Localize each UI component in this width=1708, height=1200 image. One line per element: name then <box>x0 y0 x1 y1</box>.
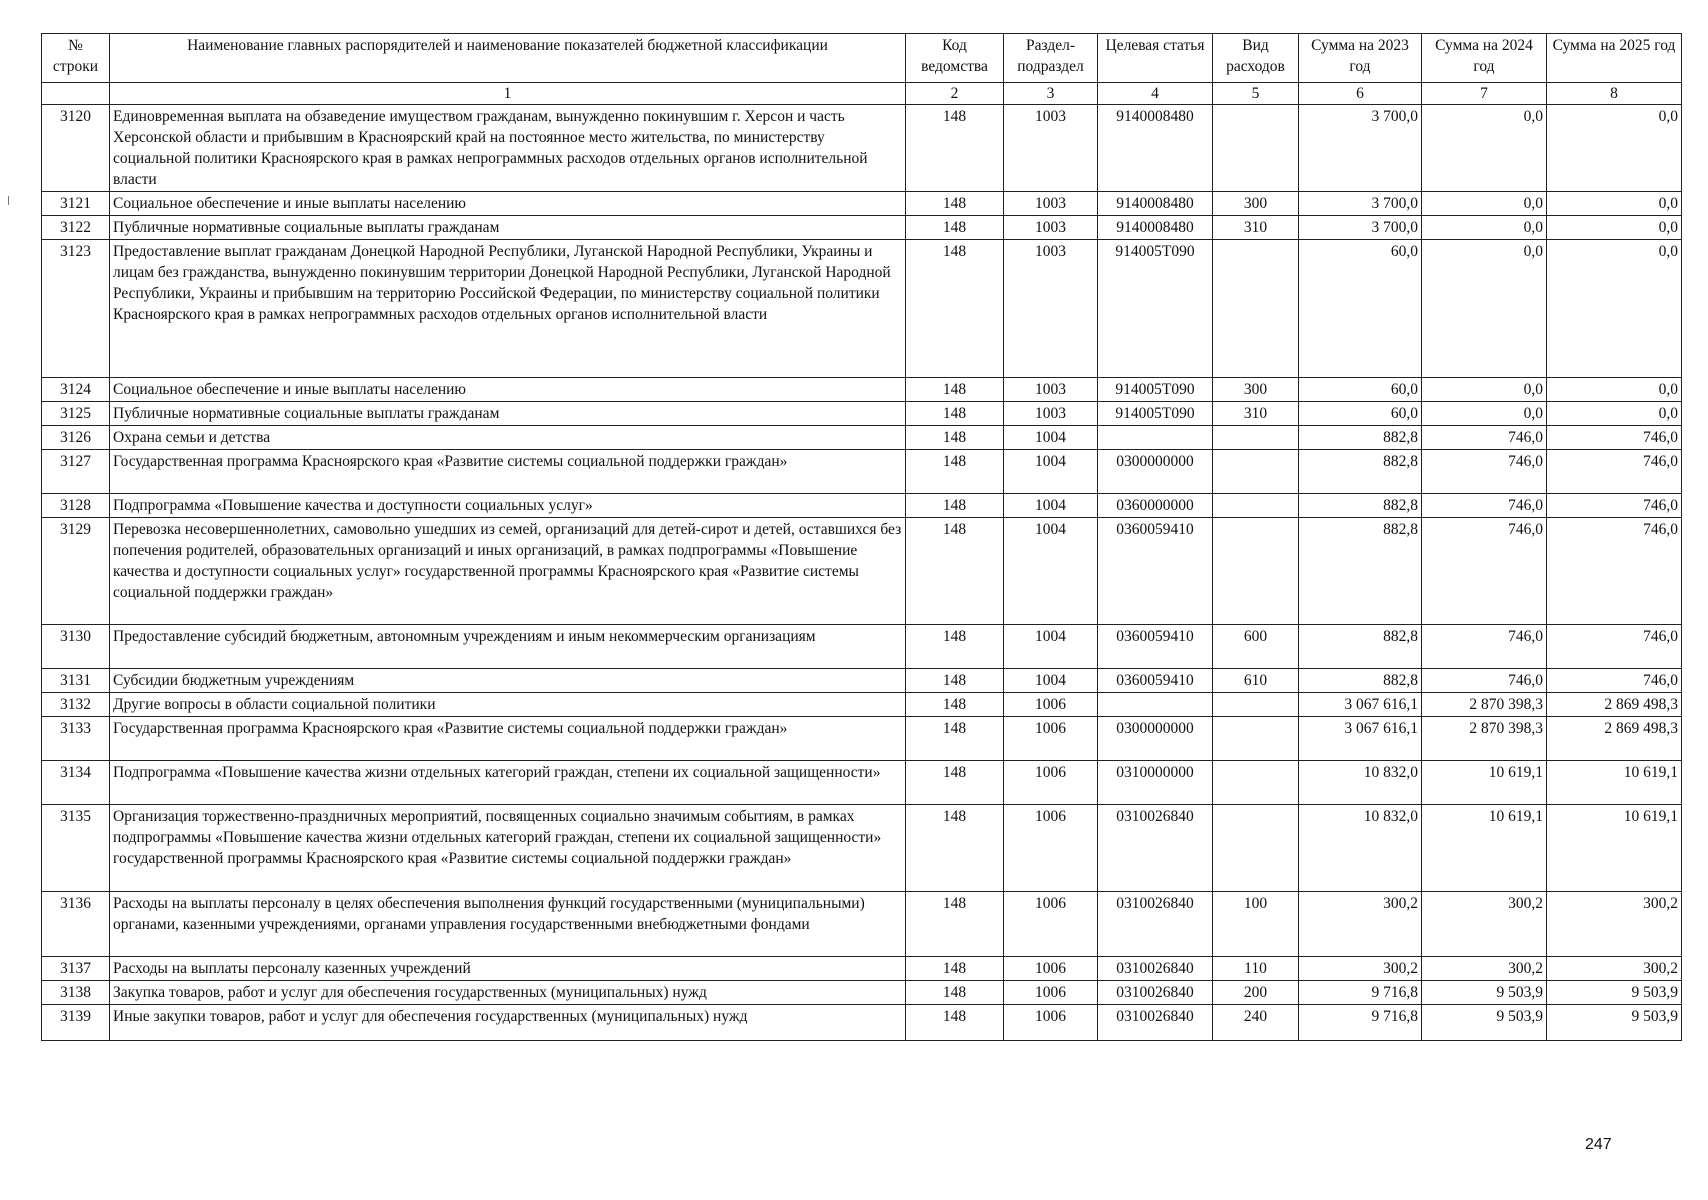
expense-type: 300 <box>1213 192 1299 216</box>
header-target: Целевая статья <box>1098 34 1213 83</box>
header-row-no: № строки <box>42 34 110 83</box>
expense-type <box>1213 426 1299 450</box>
row-number: 3126 <box>42 426 110 450</box>
amount-2024: 300,2 <box>1422 892 1547 957</box>
expense-type: 240 <box>1213 1005 1299 1041</box>
row-number: 3137 <box>42 957 110 981</box>
amount-2025: 10 619,1 <box>1547 761 1682 805</box>
dept-code: 148 <box>906 240 1004 378</box>
row-name: Публичные нормативные социальные выплаты гражданам <box>110 216 906 240</box>
dept-code: 148 <box>906 494 1004 518</box>
amount-2023: 9 716,8 <box>1299 981 1422 1005</box>
column-number: 7 <box>1422 83 1547 105</box>
amount-2024: 0,0 <box>1422 378 1547 402</box>
section-code: 1003 <box>1004 378 1098 402</box>
header-exp-type: Вид расходов <box>1213 34 1299 83</box>
amount-2023: 3 700,0 <box>1299 192 1422 216</box>
dept-code: 148 <box>906 892 1004 957</box>
margin-mark <box>8 196 9 205</box>
expense-type <box>1213 450 1299 494</box>
expense-type <box>1213 240 1299 378</box>
expense-type <box>1213 494 1299 518</box>
amount-2025: 746,0 <box>1547 518 1682 625</box>
target-code <box>1098 693 1213 717</box>
row-name: Охрана семьи и детства <box>110 426 906 450</box>
section-code: 1006 <box>1004 892 1098 957</box>
table-row <box>42 761 1682 805</box>
section-code: 1006 <box>1004 957 1098 981</box>
header-sum-2023: Сумма на 2023 год <box>1299 34 1422 83</box>
row-name: Подпрограмма «Повышение качества жизни отдельных категорий граждан, степени их социальной защищенности» <box>110 761 906 805</box>
section-code: 1004 <box>1004 450 1098 494</box>
expense-type: 300 <box>1213 378 1299 402</box>
dept-code: 148 <box>906 761 1004 805</box>
table-row <box>42 402 1682 426</box>
table-row <box>42 1005 1682 1041</box>
table-row <box>42 625 1682 669</box>
amount-2023: 3 700,0 <box>1299 216 1422 240</box>
amount-2024: 300,2 <box>1422 957 1547 981</box>
target-code: 0360059410 <box>1098 669 1213 693</box>
amount-2025: 0,0 <box>1547 378 1682 402</box>
amount-2023: 9 716,8 <box>1299 1005 1422 1041</box>
amount-2025: 746,0 <box>1547 494 1682 518</box>
table-row <box>42 518 1682 625</box>
target-code: 0310026840 <box>1098 805 1213 892</box>
section-code: 1003 <box>1004 402 1098 426</box>
amount-2023: 882,8 <box>1299 494 1422 518</box>
amount-2025: 2 869 498,3 <box>1547 717 1682 761</box>
row-number: 3123 <box>42 240 110 378</box>
dept-code: 148 <box>906 192 1004 216</box>
expense-type <box>1213 717 1299 761</box>
row-number: 3120 <box>42 105 110 192</box>
column-number: 6 <box>1299 83 1422 105</box>
amount-2023: 60,0 <box>1299 240 1422 378</box>
row-name: Перевозка несовершеннолетних, самовольно ушедших из семей, организаций для детей-сирот и детей, оставшихся без попечения родителей, образовательных организаций и иных организаций, в рамках подпрограммы «Повышение качества и доступности социальных услуг» государственной программы Красноярского края «Развитие системы социальной поддержки граждан» <box>110 518 906 625</box>
amount-2025: 300,2 <box>1547 892 1682 957</box>
dept-code: 148 <box>906 669 1004 693</box>
column-number: 4 <box>1098 83 1213 105</box>
dept-code: 148 <box>906 450 1004 494</box>
table-row <box>42 981 1682 1005</box>
row-number: 3124 <box>42 378 110 402</box>
section-code: 1006 <box>1004 761 1098 805</box>
row-name: Расходы на выплаты персоналу казенных учреждений <box>110 957 906 981</box>
amount-2025: 300,2 <box>1547 957 1682 981</box>
section-code: 1003 <box>1004 216 1098 240</box>
target-code: 0310026840 <box>1098 892 1213 957</box>
table-row <box>42 892 1682 957</box>
amount-2025: 0,0 <box>1547 240 1682 378</box>
row-number: 3121 <box>42 192 110 216</box>
table-row <box>42 717 1682 761</box>
amount-2025: 9 503,9 <box>1547 981 1682 1005</box>
header-sum-2024: Сумма на 2024 год <box>1422 34 1547 83</box>
section-code: 1003 <box>1004 240 1098 378</box>
header-section: Раздел-подраздел <box>1004 34 1098 83</box>
header-row <box>42 34 1682 83</box>
section-code: 1006 <box>1004 717 1098 761</box>
column-numbers-row <box>42 83 1682 105</box>
row-name: Иные закупки товаров, работ и услуг для обеспечения государственных (муниципальных) нужд <box>110 1005 906 1041</box>
amount-2024: 746,0 <box>1422 669 1547 693</box>
amount-2023: 3 067 616,1 <box>1299 717 1422 761</box>
column-number: 2 <box>906 83 1004 105</box>
section-code: 1006 <box>1004 805 1098 892</box>
amount-2024: 746,0 <box>1422 450 1547 494</box>
amount-2023: 10 832,0 <box>1299 805 1422 892</box>
target-code: 0300000000 <box>1098 717 1213 761</box>
table-row <box>42 426 1682 450</box>
header-dept-code: Код ведомства <box>906 34 1004 83</box>
table-row <box>42 240 1682 378</box>
row-name: Единовременная выплата на обзаведение имуществом гражданам, вынужденно покинувшим г. Херсон и часть Херсонской области и прибывшим в Красноярский край на постоянное место жительства, по министерству социальной политики Красноярского края в рамках непрограммных расходов отдельных органов исполнительной власти <box>110 105 906 192</box>
amount-2023: 882,8 <box>1299 669 1422 693</box>
row-number: 3129 <box>42 518 110 625</box>
expense-type <box>1213 105 1299 192</box>
row-number: 3125 <box>42 402 110 426</box>
table-row <box>42 805 1682 892</box>
table-row <box>42 192 1682 216</box>
amount-2024: 2 870 398,3 <box>1422 693 1547 717</box>
amount-2023: 60,0 <box>1299 402 1422 426</box>
row-name: Социальное обеспечение и иные выплаты населению <box>110 378 906 402</box>
column-number: 1 <box>110 83 906 105</box>
amount-2023: 882,8 <box>1299 625 1422 669</box>
expense-type <box>1213 805 1299 892</box>
dept-code: 148 <box>906 518 1004 625</box>
row-name: Предоставление субсидий бюджетным, автономным учреждениям и иным некоммерческим организациям <box>110 625 906 669</box>
amount-2023: 60,0 <box>1299 378 1422 402</box>
amount-2024: 2 870 398,3 <box>1422 717 1547 761</box>
amount-2023: 10 832,0 <box>1299 761 1422 805</box>
amount-2025: 746,0 <box>1547 669 1682 693</box>
amount-2023: 882,8 <box>1299 518 1422 625</box>
amount-2025: 10 619,1 <box>1547 805 1682 892</box>
expense-type <box>1213 518 1299 625</box>
expense-type <box>1213 761 1299 805</box>
table-row <box>42 494 1682 518</box>
table-row <box>42 450 1682 494</box>
target-code: 9140008480 <box>1098 105 1213 192</box>
amount-2024: 0,0 <box>1422 192 1547 216</box>
section-code: 1006 <box>1004 981 1098 1005</box>
expense-type: 610 <box>1213 669 1299 693</box>
section-code: 1004 <box>1004 494 1098 518</box>
target-code: 9140008480 <box>1098 192 1213 216</box>
amount-2024: 746,0 <box>1422 426 1547 450</box>
section-code: 1004 <box>1004 625 1098 669</box>
dept-code: 148 <box>906 216 1004 240</box>
row-name: Расходы на выплаты персоналу в целях обеспечения выполнения функций государственными (муниципальными) органами, казенными учреждениями, органами управления государственными внебюджетными фондами <box>110 892 906 957</box>
page-number: 247 <box>1585 1136 1612 1153</box>
row-number: 3134 <box>42 761 110 805</box>
target-code: 0360059410 <box>1098 625 1213 669</box>
amount-2024: 746,0 <box>1422 494 1547 518</box>
row-name: Социальное обеспечение и иные выплаты населению <box>110 192 906 216</box>
column-number-blank <box>42 83 110 105</box>
table-row <box>42 216 1682 240</box>
row-number: 3128 <box>42 494 110 518</box>
target-code: 0300000000 <box>1098 450 1213 494</box>
budget-table <box>41 33 1682 1041</box>
column-number: 5 <box>1213 83 1299 105</box>
row-name: Государственная программа Красноярского края «Развитие системы социальной поддержки граждан» <box>110 450 906 494</box>
row-number: 3135 <box>42 805 110 892</box>
target-code: 914005Т090 <box>1098 402 1213 426</box>
row-number: 3130 <box>42 625 110 669</box>
row-name: Субсидии бюджетным учреждениям <box>110 669 906 693</box>
amount-2023: 300,2 <box>1299 892 1422 957</box>
target-code: 9140008480 <box>1098 216 1213 240</box>
amount-2024: 0,0 <box>1422 105 1547 192</box>
expense-type: 110 <box>1213 957 1299 981</box>
amount-2025: 746,0 <box>1547 426 1682 450</box>
row-number: 3122 <box>42 216 110 240</box>
table-body <box>42 105 1682 1041</box>
table-row <box>42 669 1682 693</box>
dept-code: 148 <box>906 378 1004 402</box>
section-code: 1006 <box>1004 693 1098 717</box>
row-number: 3132 <box>42 693 110 717</box>
amount-2024: 746,0 <box>1422 625 1547 669</box>
section-code: 1003 <box>1004 105 1098 192</box>
row-name: Организация торжественно-праздничных мероприятий, посвященных социально значимым событиям, в рамках подпрограммы «Повышение качества жизни отдельных категорий граждан, степени их социальной защищенности» государственной программы Красноярского края «Развитие системы социальной поддержки граждан» <box>110 805 906 892</box>
target-code: 0360000000 <box>1098 494 1213 518</box>
amount-2024: 10 619,1 <box>1422 761 1547 805</box>
row-number: 3133 <box>42 717 110 761</box>
expense-type: 100 <box>1213 892 1299 957</box>
row-number: 3139 <box>42 1005 110 1041</box>
section-code: 1004 <box>1004 518 1098 625</box>
dept-code: 148 <box>906 981 1004 1005</box>
row-name: Государственная программа Красноярского края «Развитие системы социальной поддержки граждан» <box>110 717 906 761</box>
amount-2025: 0,0 <box>1547 105 1682 192</box>
table-row <box>42 957 1682 981</box>
amount-2024: 0,0 <box>1422 240 1547 378</box>
amount-2024: 9 503,9 <box>1422 981 1547 1005</box>
amount-2024: 10 619,1 <box>1422 805 1547 892</box>
table-row <box>42 693 1682 717</box>
target-code: 0360059410 <box>1098 518 1213 625</box>
target-code: 0310000000 <box>1098 761 1213 805</box>
row-number: 3131 <box>42 669 110 693</box>
amount-2025: 9 503,9 <box>1547 1005 1682 1041</box>
amount-2023: 3 067 616,1 <box>1299 693 1422 717</box>
amount-2025: 746,0 <box>1547 625 1682 669</box>
column-number: 3 <box>1004 83 1098 105</box>
dept-code: 148 <box>906 426 1004 450</box>
section-code: 1004 <box>1004 669 1098 693</box>
table-row <box>42 378 1682 402</box>
amount-2025: 0,0 <box>1547 192 1682 216</box>
expense-type: 200 <box>1213 981 1299 1005</box>
expense-type: 310 <box>1213 402 1299 426</box>
dept-code: 148 <box>906 105 1004 192</box>
amount-2025: 2 869 498,3 <box>1547 693 1682 717</box>
row-number: 3138 <box>42 981 110 1005</box>
header-sum-2025: Сумма на 2025 год <box>1547 34 1682 83</box>
expense-type: 600 <box>1213 625 1299 669</box>
row-number: 3127 <box>42 450 110 494</box>
row-name: Публичные нормативные социальные выплаты гражданам <box>110 402 906 426</box>
target-code: 914005Т090 <box>1098 378 1213 402</box>
row-number: 3136 <box>42 892 110 957</box>
amount-2024: 0,0 <box>1422 402 1547 426</box>
row-name: Предоставление выплат гражданам Донецкой Народной Республики, Луганской Народной Республики, Украины и лицам без гражданства, вынужденно покинувшим территории Донецкой Народной Республики, Луганской Народной Республики, Украины и прибывшим на территорию Российской Федерации, по министерству социальной политики Красноярского края в рамках непрограммных расходов отдельных органов исполнительной власти <box>110 240 906 378</box>
row-name: Подпрограмма «Повышение качества и доступности социальных услуг» <box>110 494 906 518</box>
table-row <box>42 105 1682 192</box>
amount-2025: 746,0 <box>1547 450 1682 494</box>
dept-code: 148 <box>906 1005 1004 1041</box>
amount-2024: 9 503,9 <box>1422 1005 1547 1041</box>
expense-type <box>1213 693 1299 717</box>
section-code: 1004 <box>1004 426 1098 450</box>
section-code: 1006 <box>1004 1005 1098 1041</box>
row-name: Другие вопросы в области социальной политики <box>110 693 906 717</box>
target-code <box>1098 426 1213 450</box>
amount-2023: 300,2 <box>1299 957 1422 981</box>
target-code: 0310026840 <box>1098 981 1213 1005</box>
amount-2023: 3 700,0 <box>1299 105 1422 192</box>
amount-2025: 0,0 <box>1547 402 1682 426</box>
amount-2023: 882,8 <box>1299 450 1422 494</box>
section-code: 1003 <box>1004 192 1098 216</box>
dept-code: 148 <box>906 402 1004 426</box>
amount-2025: 0,0 <box>1547 216 1682 240</box>
column-number: 8 <box>1547 83 1682 105</box>
amount-2024: 746,0 <box>1422 518 1547 625</box>
dept-code: 148 <box>906 625 1004 669</box>
dept-code: 148 <box>906 717 1004 761</box>
row-name: Закупка товаров, работ и услуг для обеспечения государственных (муниципальных) нужд <box>110 981 906 1005</box>
target-code: 0310026840 <box>1098 1005 1213 1041</box>
dept-code: 148 <box>906 805 1004 892</box>
amount-2024: 0,0 <box>1422 216 1547 240</box>
target-code: 0310026840 <box>1098 957 1213 981</box>
amount-2023: 882,8 <box>1299 426 1422 450</box>
dept-code: 148 <box>906 693 1004 717</box>
target-code: 914005Т090 <box>1098 240 1213 378</box>
header-name: Наименование главных распорядителей и наименование показателей бюджетной классификации <box>110 34 906 83</box>
expense-type: 310 <box>1213 216 1299 240</box>
dept-code: 148 <box>906 957 1004 981</box>
